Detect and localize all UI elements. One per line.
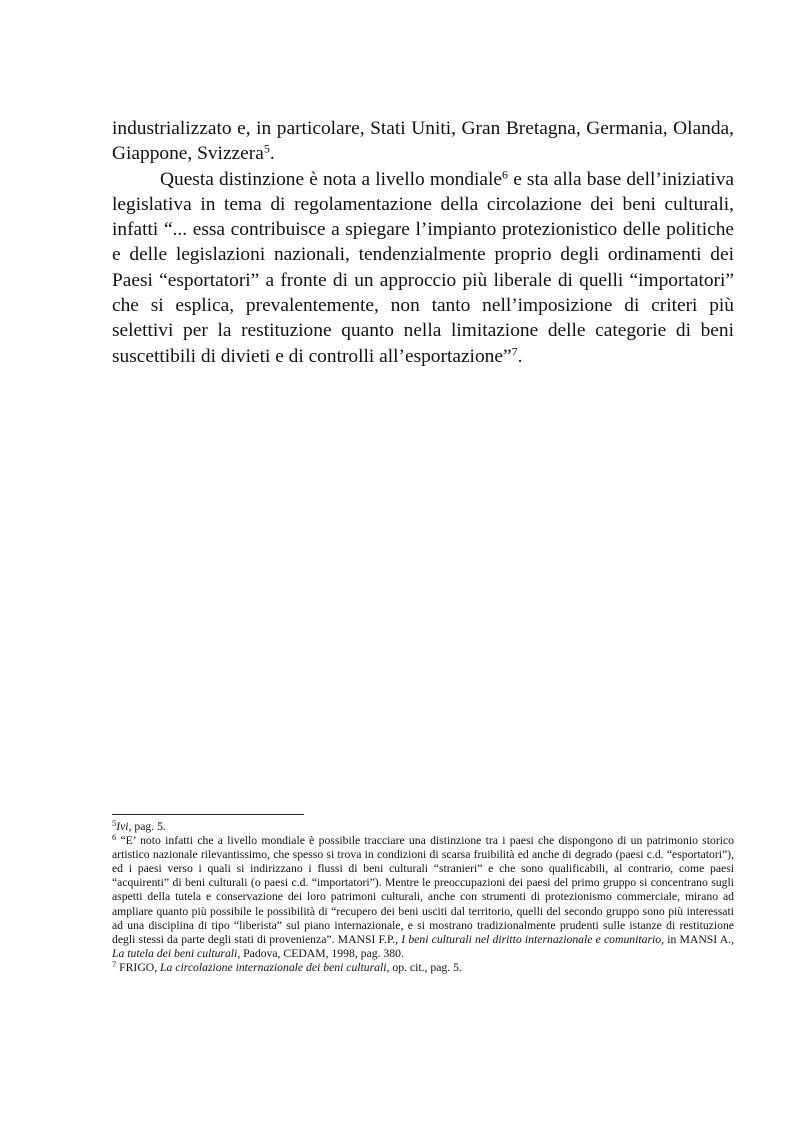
footnote-ref-6: 6	[502, 166, 509, 181]
footnote-5-text: , pag. 5.	[128, 820, 166, 833]
footnote-ref-5: 5	[263, 141, 270, 156]
body-text	[112, 116, 734, 369]
footnote-6-title-2: La tutela dei beni culturali	[112, 946, 238, 960]
footnote-5-number: 5	[112, 817, 117, 828]
footnote-6-number: 6	[112, 831, 117, 842]
paragraph-1-text: industrializzato e, in particolare, Stati Uniti, Gran Bretagna, Germania, Olanda, Giappone, Svizzera	[112, 118, 734, 165]
footnote-6-text-a: “E’ noto infatti che a livello mondiale è possibile tracciare una distinzione tra i paesi che dispongono di un patrimonio storico artistico nazionale rilevantissimo, che spesso si trova in condizioni di scarsa fruibilità ed anche di degrado (paesi c.d. “esportatori”), ed i paesi verso i quali si indirizzano i flussi di beni culturali “stranieri” e che sono qualificabili, al contrario, come paesi “acquirenti” di beni culturali (o paesi c.d. “importatori”). Mentre le preoccupazioni dei paesi del primo gruppo si concentrano sugli aspetti della tutela e conservazione dei loro patrimoni culturali, anche con strumenti di protezionismo commerciale, mirano ad ampliare quanto più possibile le possibilità di “recupero dei beni usciti dal territorio, quelli del secondo gruppo sono più interessati ad una disciplina di tipo “liberista” sul piano internazionale, e si mostrano tradizionalmente prudenti sulle istanze di restituzione degli stessi da parte degli stati di provenienza”. MANSI F.P.,	[112, 834, 734, 946]
paragraph-1	[112, 116, 734, 167]
paragraph-2-end: .	[517, 345, 523, 367]
paragraph-1-end: .	[269, 143, 275, 165]
footnote-6-text-b: , in MANSI A.,	[661, 932, 734, 946]
footnote-7-number: 7	[112, 958, 117, 969]
footnote-6	[112, 831, 734, 961]
footnote-6-title-1: I beni culturali nel diritto internazionale e comunitario	[401, 932, 662, 946]
footnote-7-text-a: FRIGO,	[116, 960, 161, 974]
footnote-7	[112, 958, 734, 975]
footnote-5-italic: Ivi	[116, 820, 129, 833]
footnote-7-title: La circolazione internazionale dei beni culturali	[160, 960, 387, 974]
paragraph-2-text-b: e sta alla base dell’iniziativa legislativa in tema di regolamentazione della circolazione dei beni culturali, infatti “... essa contribuisce a spiegare l’impianto protezionistico delle politiche e delle legislazioni nazionali, tendenzialmente proprio degli ordinamenti dei Paesi “esportatori” a fronte di un approccio più liberale di quelli “importatori” che si esplica, prevalentemente, non tanto nell’imposizione di criteri più selettivi per la restituzione quanto nella limitazione delle categorie di beni suscettibili di divieti e di controlli all’esportazione”	[112, 168, 734, 367]
footnote-6-text-c: , Padova, CEDAM, 1998, pag. 380.	[237, 946, 404, 960]
paragraph-2	[112, 167, 734, 369]
footnote-7-text-b: , op. cit., pag. 5.	[386, 960, 462, 974]
footnote-separator	[112, 814, 304, 815]
footnote-5	[112, 817, 734, 834]
paragraph-2-text-a: Questa distinzione è nota a livello mondiale	[160, 168, 503, 190]
footnotes	[112, 817, 734, 975]
footnote-ref-7: 7	[511, 344, 518, 359]
